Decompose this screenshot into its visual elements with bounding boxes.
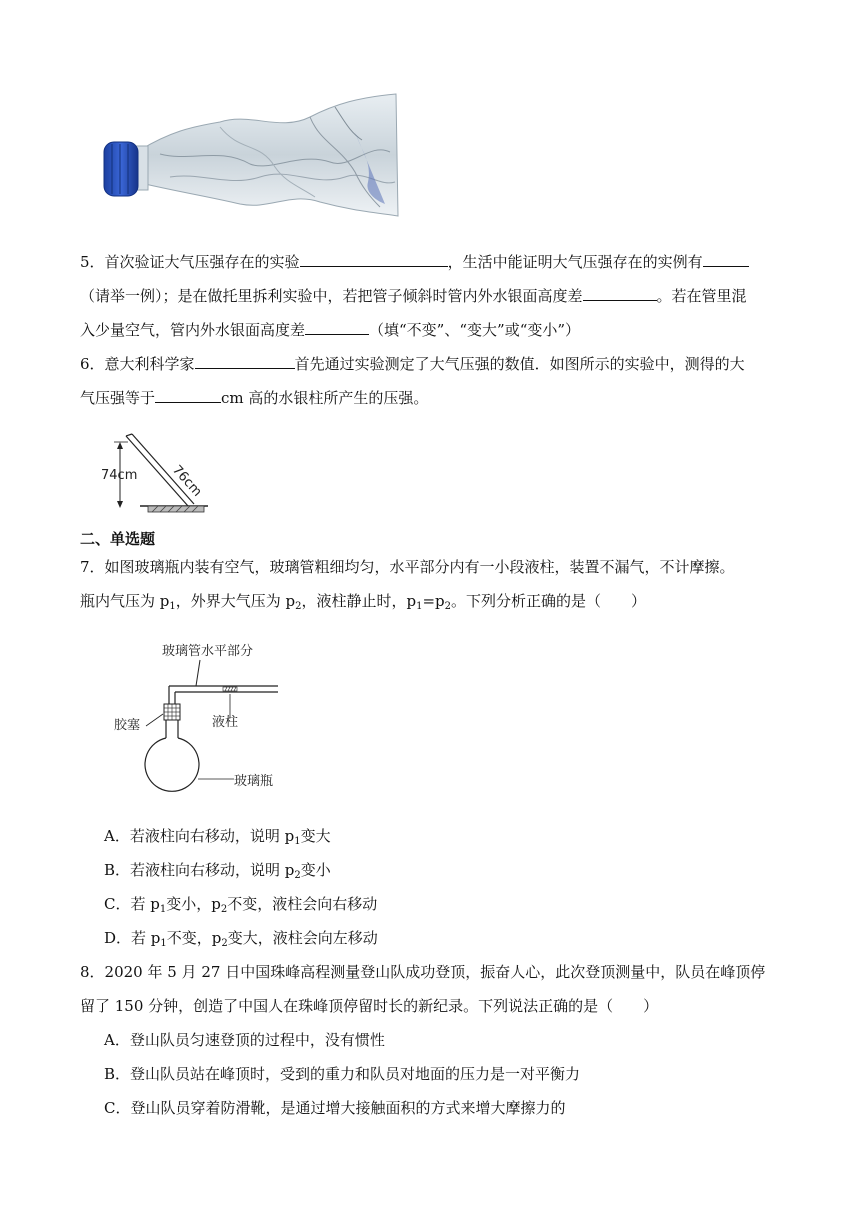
sub-1: 1 [159, 904, 167, 915]
q6-line-1 [80, 352, 780, 375]
crushed-bottle-image [100, 92, 400, 220]
q7-option-d-text-mid: 不变，p [166, 929, 222, 947]
q7-option-b-text-end: 变小 [300, 861, 331, 879]
q7-option-b[interactable] [104, 859, 331, 887]
sub-1: 1 [294, 836, 301, 847]
q7-option-b-text: B．若液柱向右移动，说明 p [104, 861, 295, 879]
base-hatching [148, 506, 204, 512]
q7-option-d-text: D．若 p [104, 929, 161, 947]
q8-option-b[interactable]: B．登山队员站在峰顶时，受到的重力和队员对地面的压力是一对平衡力 [104, 1065, 581, 1083]
q7-line-2 [80, 590, 780, 618]
q7-text-2a: 瓶内气压为 p [80, 592, 170, 610]
sub-1: 1 [160, 938, 167, 949]
q6-text-1b: 首先通过实验测定了大气压强的数值．如图所示的实验中，测得的大 [294, 355, 745, 373]
q5-blank-3[interactable] [583, 284, 657, 301]
q7-text-1: 如图玻璃瓶内装有空气，玻璃管粗细均匀，水平部分内有一小段液柱，装置不漏气，不计摩擦。 [104, 558, 735, 576]
q7-line-1 [80, 556, 780, 578]
label-76cm: 76cm [169, 462, 205, 500]
q7-number: 7． [80, 558, 105, 576]
q6-number: 6． [80, 355, 105, 373]
q5-line-1 [80, 250, 780, 273]
label-74cm: 74cm [101, 468, 138, 483]
label-stopper: 胶塞 [114, 718, 141, 733]
label-bottle: 玻璃瓶 [234, 774, 274, 789]
q5-text-2a: （请举一例）；是在做托里拆利实验中，若把管子倾斜时管内外水银面高度差 [80, 287, 583, 305]
q7-text-2e: 。下列分析正确的是（ ） [451, 592, 647, 610]
q8-number: 8． [80, 963, 105, 981]
q5-text-3a: 入少量空气，管内外水银面高度差 [80, 321, 306, 339]
sub-1: 1 [169, 601, 176, 612]
sub-2: 2 [221, 938, 228, 949]
q7-option-c[interactable] [104, 893, 377, 921]
q8-text-1: 2020 年 5 月 27 日中国珠峰高程测量登山队成功登顶，振奋人心，此次登顶测量中，队员在峰顶停 [104, 963, 766, 981]
label-tube-horizontal: 玻璃管水平部分 [162, 644, 254, 659]
q7-option-a-text-end: 变大 [300, 827, 331, 845]
glass-bottle-figure [100, 640, 290, 800]
q6-text-2a: 气压强等于 [80, 389, 156, 407]
q8-text-2: 留了 150 分钟，创造了中国人在珠峰顶停留时长的新纪录。下列说法正确的是（ ） [80, 997, 659, 1015]
q5-text-2b: 。若在管里混 [656, 287, 747, 305]
q7-option-c-text-mid: 变小，p [166, 895, 221, 913]
q5-blank-1[interactable] [300, 250, 448, 267]
q7-option-a[interactable] [104, 825, 331, 853]
q7-option-a-text: A．若液柱向右移动，说明 p [104, 827, 295, 845]
q8-option-a[interactable]: A．登山队员匀速登顶的过程中，没有惯性 [104, 1031, 385, 1049]
q5-line-2 [80, 284, 780, 307]
torricelli-figure [100, 430, 212, 516]
q6-text-2b: cm 高的水银柱所产生的压强。 [221, 389, 429, 407]
q5-text-1b: ，生活中能证明大气压强存在的实例有 [447, 253, 703, 271]
q7-text-2d: =p [422, 592, 445, 610]
q8-line-2 [80, 995, 780, 1017]
sub-2: 2 [294, 870, 301, 881]
q8-line-1 [80, 961, 780, 983]
q5-number: 5． [80, 253, 105, 271]
q5-text-3b: （填“不变”、“变大”或“变小”） [369, 321, 581, 339]
q7-option-d-text-end: 变大，液柱会向左移动 [227, 929, 378, 947]
bottle-bulb [145, 738, 199, 791]
sub-2: 2 [295, 601, 302, 612]
q8-option-c[interactable]: C．登山队员穿着防滑靴，是通过增大接触面积的方式来增大摩擦力的 [104, 1099, 566, 1117]
q5-text-1a: 首次验证大气压强存在的实验 [104, 253, 300, 271]
q7-text-2b: ，外界大气压为 p [175, 592, 296, 610]
sub-2: 2 [444, 601, 452, 612]
q6-blank-2[interactable] [155, 386, 221, 403]
section-title: 二、单选题 [80, 530, 156, 548]
label-liquid: 液柱 [212, 715, 239, 730]
q5-blank-2[interactable] [703, 250, 749, 267]
q5-blank-4[interactable] [305, 318, 369, 335]
sub-1: 1 [416, 601, 423, 612]
q7-option-c-text: C．若 p [104, 895, 160, 913]
q7-text-2c: ，液柱静止时，p [301, 592, 417, 610]
q6-line-2 [80, 386, 780, 409]
q5-line-3 [80, 318, 780, 341]
q7-option-c-text-end: 不变，液柱会向右移动 [227, 895, 378, 913]
q7-option-d[interactable] [104, 927, 378, 955]
q6-blank-1[interactable] [195, 352, 295, 369]
q6-text-1a: 意大利科学家 [104, 355, 195, 373]
sub-2: 2 [220, 904, 228, 915]
